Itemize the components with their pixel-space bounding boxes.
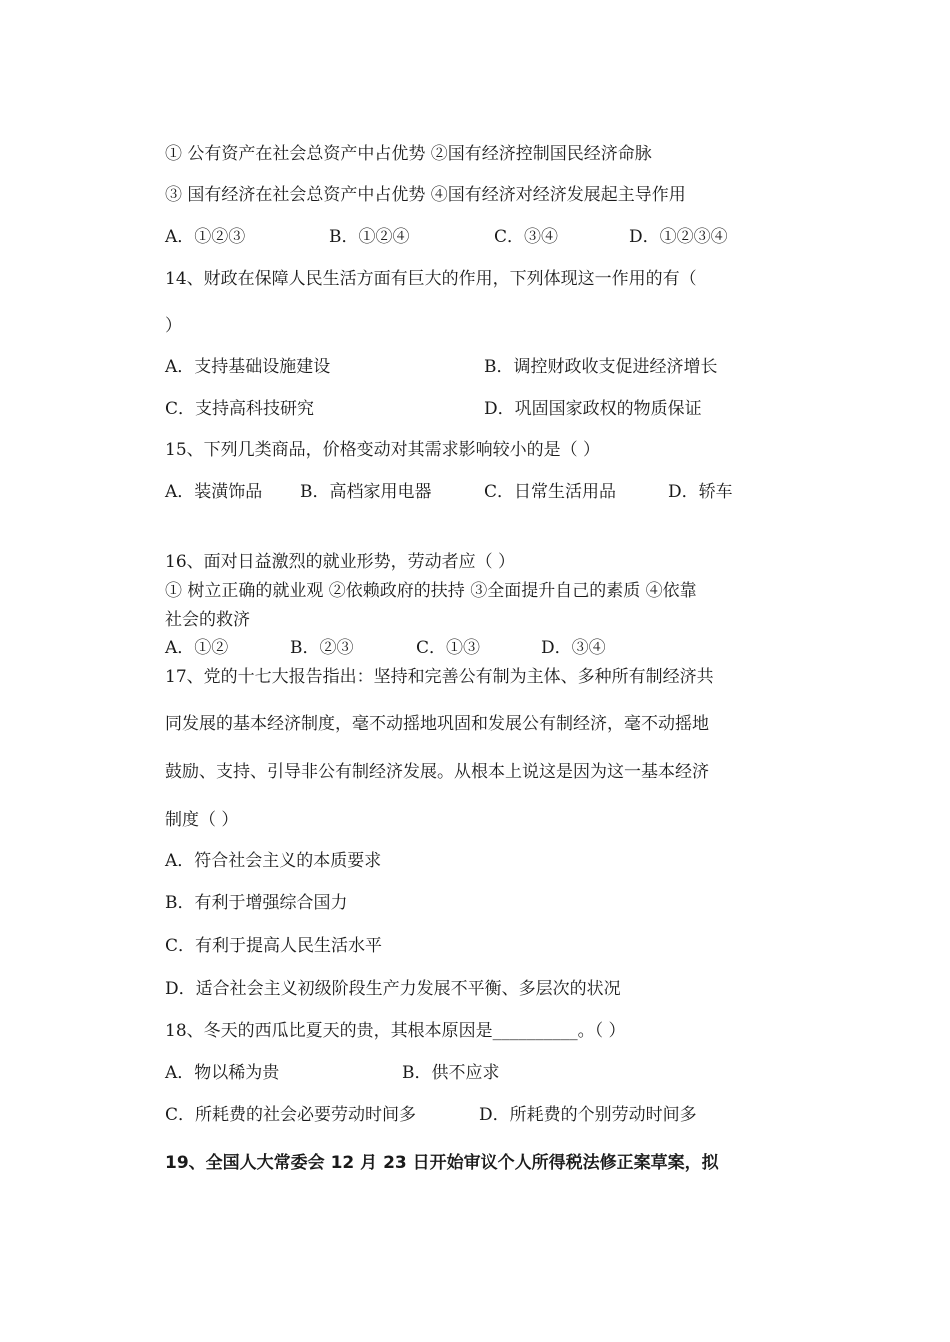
- q15-option-b: B．高档家用电器: [300, 482, 432, 502]
- q14-option-a: A．支持基础设施建设: [165, 357, 331, 377]
- q16-option-d: D．③④: [541, 638, 606, 658]
- q17-option-d: D．适合社会主义初级阶段生产力发展不平衡、多层次的状况: [165, 979, 621, 999]
- q17-option-b: B．有利于增强综合国力: [165, 893, 348, 913]
- q17-stem-line-2: 同发展的基本经济制度，毫不动摇地巩固和发展公有制经济，毫不动摇地: [165, 714, 709, 734]
- q16-stem: 16、面对日益激烈的就业形势，劳动者应（ ）: [165, 552, 516, 572]
- q13-option-b: B．①②④: [329, 227, 410, 247]
- q17-stem-line-1: 17、党的十七大报告指出：坚持和完善公有制为主体、多种所有制经济共: [165, 667, 714, 687]
- q16-option-a: A．①②: [165, 638, 229, 658]
- q15-option-a: A．装潢饰品: [165, 482, 263, 502]
- q15-stem: 15、下列几类商品，价格变动对其需求影响较小的是（ ）: [165, 440, 601, 460]
- q16-statement-line-2: 社会的救济: [165, 610, 250, 630]
- q13-statement-line-1: ① 公有资产在社会总资产中占优势 ②国有经济控制国民经济命脉: [165, 144, 652, 164]
- q14-stem-line-1: 14、财政在保障人民生活方面有巨大的作用，下列体现这一作用的有（: [165, 269, 697, 289]
- q14-option-b: B．调控财政收支促进经济增长: [484, 357, 718, 377]
- q15-option-d: D．轿车: [668, 482, 733, 502]
- q18-option-a: A．物以稀为贵: [165, 1063, 280, 1083]
- q17-option-c: C．有利于提高人民生活水平: [165, 936, 383, 956]
- q13-option-a: A．①②③: [165, 227, 246, 247]
- q17-stem-line-3: 鼓励、支持、引导非公有制经济发展。从根本上说这是因为这一基本经济: [165, 762, 709, 782]
- q14-option-d: D．巩固国家政权的物质保证: [484, 399, 702, 419]
- q16-option-c: C．①③: [416, 638, 481, 658]
- q14-stem-line-2: ）: [165, 316, 182, 336]
- q18-option-c: C．所耗费的社会必要劳动时间多: [165, 1105, 417, 1125]
- q15-option-c: C．日常生活用品: [484, 482, 617, 502]
- q19-stem-line-1: 19、全国人大常委会 12 月 23 日开始审议个人所得税法修正案草案，拟: [165, 1153, 719, 1173]
- q18-option-d: D．所耗费的个别劳动时间多: [479, 1105, 697, 1125]
- q17-stem-line-4: 制度（ ）: [165, 810, 239, 830]
- q13-option-c: C．③④: [494, 227, 559, 247]
- q14-option-c: C．支持高科技研究: [165, 399, 315, 419]
- q13-statement-line-2: ③ 国有经济在社会总资产中占优势 ④国有经济对经济发展起主导作用: [165, 185, 686, 205]
- q13-option-d: D．①②③④: [629, 227, 728, 247]
- q18-stem: 18、冬天的西瓜比夏天的贵，其根本原因是__________。（ ）: [165, 1021, 626, 1041]
- q18-option-b: B．供不应求: [402, 1063, 500, 1083]
- q16-statement-line-1: ① 树立正确的就业观 ②依赖政府的扶持 ③全面提升自己的素质 ④依靠: [165, 581, 697, 601]
- q16-option-b: B．②③: [290, 638, 354, 658]
- q17-option-a: A．符合社会主义的本质要求: [165, 851, 382, 871]
